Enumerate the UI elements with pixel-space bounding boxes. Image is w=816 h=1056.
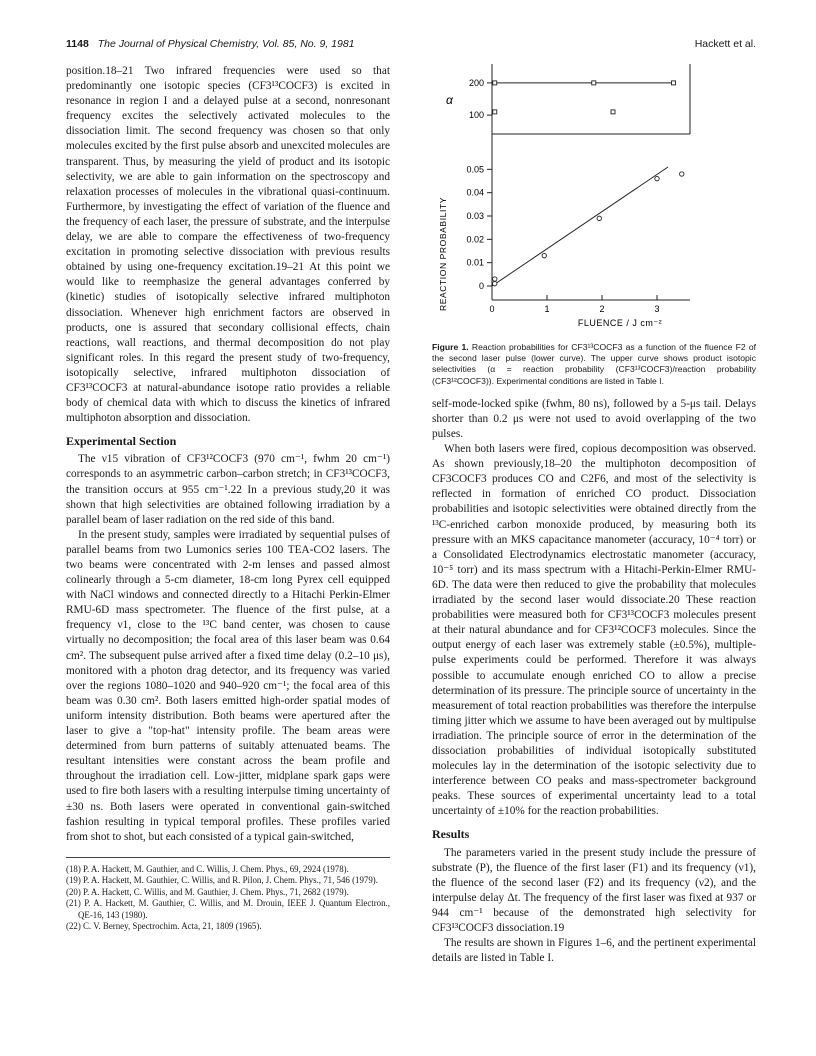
reaction-probability-fit-line <box>492 167 668 286</box>
alpha-data-point <box>672 81 676 85</box>
left-column <box>66 64 390 933</box>
alpha-data-point <box>611 110 615 114</box>
section-heading-experimental: Experimental Section <box>66 434 177 449</box>
figure-caption <box>432 342 756 387</box>
x-axis-label: FLUENCE / J cm⁻² <box>577 318 663 328</box>
top-y-tick-label: 200 <box>468 77 484 88</box>
results-paragraph-2: The results are shown in Figures 1–6, and the pertinent experimental details are listed in Table I. <box>432 937 756 965</box>
decomposition-paragraph: When both lasers were fired, copious decomposition was observed. As shown previously,18–20 the multiphoton decomposition of CF3COCF3 produces CO and C2F6, and most of the selectivity is reflected in formation of enriched CO product. Dissociation probabilities and isotopic selectivities were obtained directly from the ¹³C-enriched carbon monoxide produced, by measuring both its pressure with an MKS capacitance manometer (accuracy, 10⁻⁴ torr) or a Consolidated Electrodynamics electrostatic manometer (accuracy, 10⁻⁵ torr) and its mass spectrum with a Hitachi-Perkin-Elmer RMU-6D. The data were then reduced to give the probability that molecules irradiated by the second laser would dissociate.20 These reaction probabilities were measured both for CF3¹³COCF3 molecules present at their natural abundance and for CF3¹²COCF3 molecules. Since the output energy of each laser was extremely stable (±0.5%), multiple-pulse experiments could be performed. Therefore it was always possible to accumulate enough enriched CO to allow a precise determination of its pressure. The principle source of uncertainty in the measurement of total reaction probabilities was therefore the interpulse timing jitter which we assume to have been averaged out by multipulse irradiation. The principle source of error in the determination of the dissociation probabilities of individual isotopically substituted molecules lay in the determination of the isotopic selectivity due to interference between CO peaks and mass-spectrometer background peaks. These sources of experimental uncertainty lead to a total uncertainty of ±10% for the reaction probabilities. <box>432 443 756 818</box>
intro-paragraph: position.18–21 Two infrared frequencies were used so that predominantly one isotopic species (CF3¹³COCF3) is excited in resonance in region I and a delayed pulse at a second, nonresonant frequency excites the selectively activated molecules to the dissociation limit. The second frequency was chosen so that only molecules excited by the first pulse absorb and unexcited molecules are transparent. Thus, by measuring the yield of product and its isotopic selectivity, we are able to gain information on the spectroscopy and relaxation processes of molecules in the vibrational quasi-continuum. Furthermore, by investigating the effect of variation of the fluence and the frequency of each laser, the pressure of substrate, and the interpulse delay, we are able to compare the effectiveness of two-frequency excitation in promoting selective dissociation with previous results obtained by using one-frequency excitation.19–21 At this point we would like to reemphasize the general advantages conferred by (kinetic) studies of isotopically selective infrared multiphoton dissociation. Whenever high enrichment factors are observed in products, one is assured that secondary collisional effects, chain reactions, wall reactions, and thermal decomposition do not play significant roles. In this regard the present study of two-frequency, isotopically selective, infrared multiphoton dissociation of CF3¹³COCF3 at natural-abundance isotope ratio provides a reliable body of chemical data with which to discuss the kinetics of infrared multiphoton absorption and dissociation. <box>66 65 390 425</box>
bottom-y-axis-label: REACTION PROBABILITY <box>438 196 448 312</box>
reference-21: (21) P. A. Hackett, M. Gauthier, C. Willis, and M. Drouin, IEEE J. Quantum Electron., QE-16, 143 (1980). <box>66 898 390 920</box>
continued-paragraph: self-mode-locked spike (fwhm, 80 ns), followed by a 5-μs tail. Delays shorter than 0.2 μs were not used to avoid overlapping of the two pulses. <box>432 397 756 440</box>
experimental-paragraph-1: The ν15 vibration of CF3¹²COCF3 (970 cm⁻¹, fwhm 20 cm⁻¹) corresponds to an asymmetric carbon–carbon stretch; in CF3¹³COCF3, the transition occurs at 955 cm⁻¹.22 In a previous study,20 it was shown that high selectivities are obtained following irradiation by a parallel beam of laser radiation on the red side of this band. <box>66 453 390 526</box>
top-y-tick-label: 100 <box>468 110 484 121</box>
reaction-probability-data-point <box>493 277 497 281</box>
reaction-probability-data-point <box>680 172 684 176</box>
running-authors: Hackett et al. <box>694 38 756 50</box>
figure-1 <box>432 64 756 336</box>
figure-1-plot <box>432 64 756 336</box>
reaction-probability-data-point <box>597 216 601 220</box>
results-paragraph-1: The parameters varied in the present study include the pressure of substrate (P), the fluence of the first laser (F1) and its frequency (ν1), the fluence of the second laser (F2) and its frequency (ν2), and the interpulse delay Δt. The frequency of the first laser was fixed at 937 or 944 cm⁻¹ because of the demonstrated high selectivity for CF3¹³COCF3 dissociation.19 <box>432 846 756 934</box>
experimental-paragraph-2: In the present study, samples were irradiated by sequential pulses of parallel beams from two Lumonics series 100 TEA-CO2 lasers. The two beams were concentrated with 2-m lenses and passed almost colinearly through a 5-cm diameter, 18-cm long Pyrex cell equipped with NaCl windows and connected directly to a Hitachi Perkin-Elmer RMU-6D mass spectrometer. The fluence of the first pulse, at a frequency ν1, close to the ¹³C band center, was chosen to cause virtually no decomposition; the focal area of this laser beam was 0.64 cm². The subsequent pulse arrived after a fixed time delay (0.2–10 μs), monitored with a photon drag detector, and its frequency was varied over the regions 1080–1020 and 940–920 cm⁻¹; the focal area of this beam was 0.30 cm². Both lasers emitted high-order spatial modes of uniform intensity distribution. Both beams were apertured after the laser to give a "top-hat" intensity profile. The beam areas were determined from burn patterns of suitably attenuated beams. The resultant intensities were constant across the beam profile and throughout the irradiation cell. Low-jitter, midplane spark gaps were used to fire both lasers with a resulting interpulse timing uncertainty of ±30 ns. Both lasers were operated in conventional gain-switched fashion resulting in typical temporal profiles. These profiles varied from shot to shot, but each consisted of a typical gain-switched, <box>66 528 390 843</box>
alpha-data-point <box>493 81 497 85</box>
top-y-axis-label: α <box>446 93 453 107</box>
reference-19: (19) P. A. Hackett, M. Gauthier, C. Willis, and R. Pilon, J. Chem. Phys., 71, 546 (1979). <box>66 875 378 886</box>
alpha-data-point <box>592 81 596 85</box>
bottom-y-tick-label: 0.02 <box>466 234 484 245</box>
reference-22: (22) C. V. Berney, Spectrochim. Acta, 21, 1809 (1965). <box>66 921 262 932</box>
x-tick-label: 3 <box>654 304 660 314</box>
journal-citation: The Journal of Physical Chemistry, Vol. 85, No. 9, 1981 <box>97 38 355 50</box>
footnote-references <box>66 857 390 933</box>
reaction-probability-data-point <box>542 253 546 257</box>
x-tick-label: 0 <box>489 304 495 314</box>
reaction-probability-data-point <box>655 176 659 180</box>
right-column <box>432 64 756 966</box>
bottom-y-tick-label: 0.04 <box>466 187 484 198</box>
running-head <box>66 38 756 52</box>
reference-18: (18) P. A. Hackett, M. Gauthier, and C. Willis, J. Chem. Phys., 69, 2924 (1978). <box>66 863 349 874</box>
reference-20: (20) P. A. Hackett, C. Willis, and M. Gauthier, J. Chem. Phys., 71, 2682 (1979). <box>66 886 349 897</box>
section-heading-results: Results <box>432 827 470 842</box>
bottom-y-tick-label: 0.01 <box>466 257 484 268</box>
page-number: 1148 <box>66 38 89 50</box>
bottom-y-tick-label: 0.03 <box>466 211 484 221</box>
bottom-y-tick-label: 0 <box>478 281 484 291</box>
figure-caption-text: Reaction probabilities for CF3¹³COCF3 as a function of the fluence F2 of the second laser pulse (lower curve). The upper curve shows product isotopic selectivities (α = reaction probability (CF3¹³COCF3)/reaction probability (CF3¹²COCF3)). Experimental conditions are listed in Table I. <box>432 342 756 386</box>
bottom-y-tick-label: 0.05 <box>466 164 484 175</box>
reaction-probability-data-point <box>493 281 497 285</box>
x-tick-label: 2 <box>599 304 605 314</box>
figure-caption-label: Figure 1. <box>432 342 469 352</box>
alpha-data-point <box>493 110 497 114</box>
x-tick-label: 1 <box>544 304 550 314</box>
